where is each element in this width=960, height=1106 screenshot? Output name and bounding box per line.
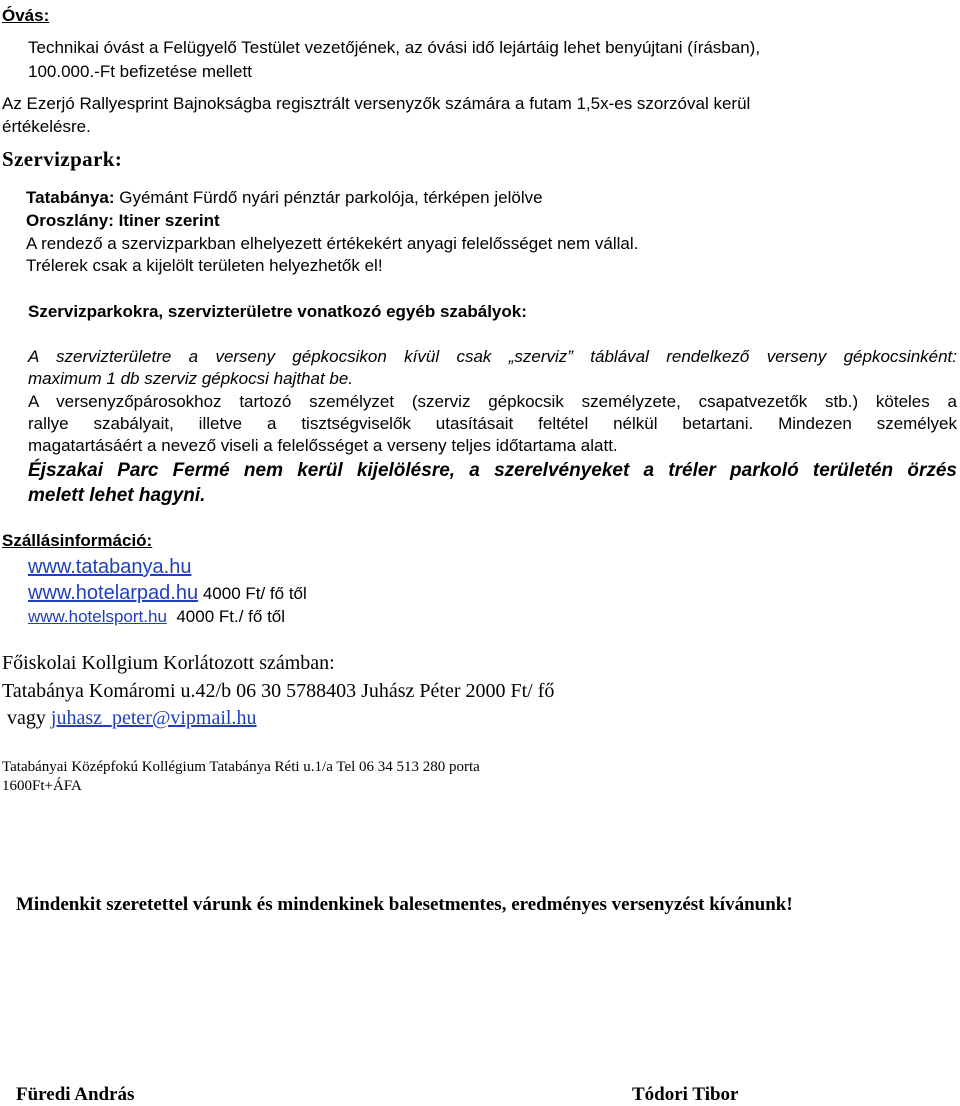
- trailer-notice: Trélerek csak a kijelölt területen helyezhetők el!: [26, 256, 383, 275]
- college-or-text: vagy: [2, 707, 51, 729]
- service-rule-1-line-2: maximum 1 db szerviz gépkocsi hajthat be.: [28, 369, 354, 388]
- signature-left: Füredi András: [16, 1084, 135, 1105]
- service-rule-2-line-3: magatartásáért a nevező viseli a felelősséget a verseny teljes időtartama alatt.: [28, 436, 618, 455]
- hotelarpad-price: 4000 Ft/ fő től: [198, 584, 307, 603]
- service-rule-2-line-2: rallye szabályait, illetve a tisztségviselők utasításait feltétel nélkül betartani. Mindezen személyek: [28, 414, 957, 433]
- liability-notice: A rendező a szervizparkban elhelyezett értékekért anyagi felelősséget nem vállal.: [26, 234, 639, 253]
- accommodation-link-2-row: [28, 582, 307, 605]
- service-rule-2-line-1: A versenyzőpárosokhoz tartozó személyzet (szerviz gépkocsik személyzete, csapatvezetők stb.) köteles a: [28, 392, 957, 411]
- signature-right: Tódori Tibor: [632, 1084, 739, 1105]
- ovas-text-line-3: Az Ezerjó Rallyesprint Bajnokságba regisztrált versenyzők számára a futam 1,5x-es szorzóval kerül: [2, 94, 751, 113]
- college-address: Tatabánya Komáromi u.42/b 06 30 5788403 Juhász Péter 2000 Ft/ fő: [2, 680, 555, 702]
- ovas-text-line-4: értékelésre.: [2, 117, 91, 136]
- ovas-text-line-2: 100.000.-Ft befizetése mellett: [28, 62, 252, 81]
- tatabanya-label: Tatabánya:: [26, 188, 115, 207]
- secondary-college-line-1: Tatabányai Középfokú Kollégium Tatabánya Réti u.1/a Tel 06 34 513 280 porta: [2, 759, 480, 775]
- szervizpark-heading: Szervizpark:: [2, 147, 123, 171]
- hotelarpad-link[interactable]: www.hotelarpad.hu: [28, 582, 199, 604]
- service-rules-heading: Szervizparkokra, szervizterületre vonatkozó egyéb szabályok:: [28, 302, 527, 321]
- service-rule-1-line-1: A szervizterületre a verseny gépkocsikon kívül csak „szerviz” táblával rendelkező verseny gépkocsinként:: [28, 347, 957, 366]
- accommodation-link-1-row: [28, 556, 191, 579]
- college-email-row: [2, 707, 256, 730]
- college-email-link[interactable]: juhasz_peter@vipmail.hu: [50, 707, 257, 729]
- tatabanya-link[interactable]: www.tatabanya.hu: [28, 556, 192, 578]
- tatabanya-service-location: [26, 188, 543, 208]
- hotelsport-price: 4000 Ft./ fő től: [166, 607, 286, 626]
- tatabanya-text: Gyémánt Fürdő nyári pénztár parkolója, térképen jelölve: [114, 188, 543, 207]
- oroszlany-service-location: Oroszlány: Itiner szerint: [26, 211, 220, 230]
- ovas-text-line-1: Technikai óvást a Felügyelő Testület vezetőjének, az óvási idő lejártáig lehet benyújtani (írásban),: [28, 38, 761, 57]
- secondary-college-line-2: 1600Ft+ÁFA: [2, 778, 82, 794]
- ovas-heading: Óvás:: [2, 6, 50, 25]
- accommodation-heading: Szállásinformáció:: [2, 531, 153, 550]
- college-heading: Főiskolai Kollgium Korlátozott számban:: [2, 652, 335, 674]
- parc-ferme-line-2: melett lehet hagyni.: [28, 485, 206, 506]
- closing-greeting: Mindenkit szeretettel várunk és mindenkinek balesetmentes, eredményes versenyzést kívánunk!: [16, 894, 793, 915]
- hotelsport-link[interactable]: www.hotelsport.hu: [28, 607, 167, 626]
- accommodation-link-3-row: [28, 607, 285, 627]
- parc-ferme-line-1: Éjszakai Parc Fermé nem kerül kijelölésre, a szerelvényeket a tréler parkoló területén örzés: [28, 460, 957, 481]
